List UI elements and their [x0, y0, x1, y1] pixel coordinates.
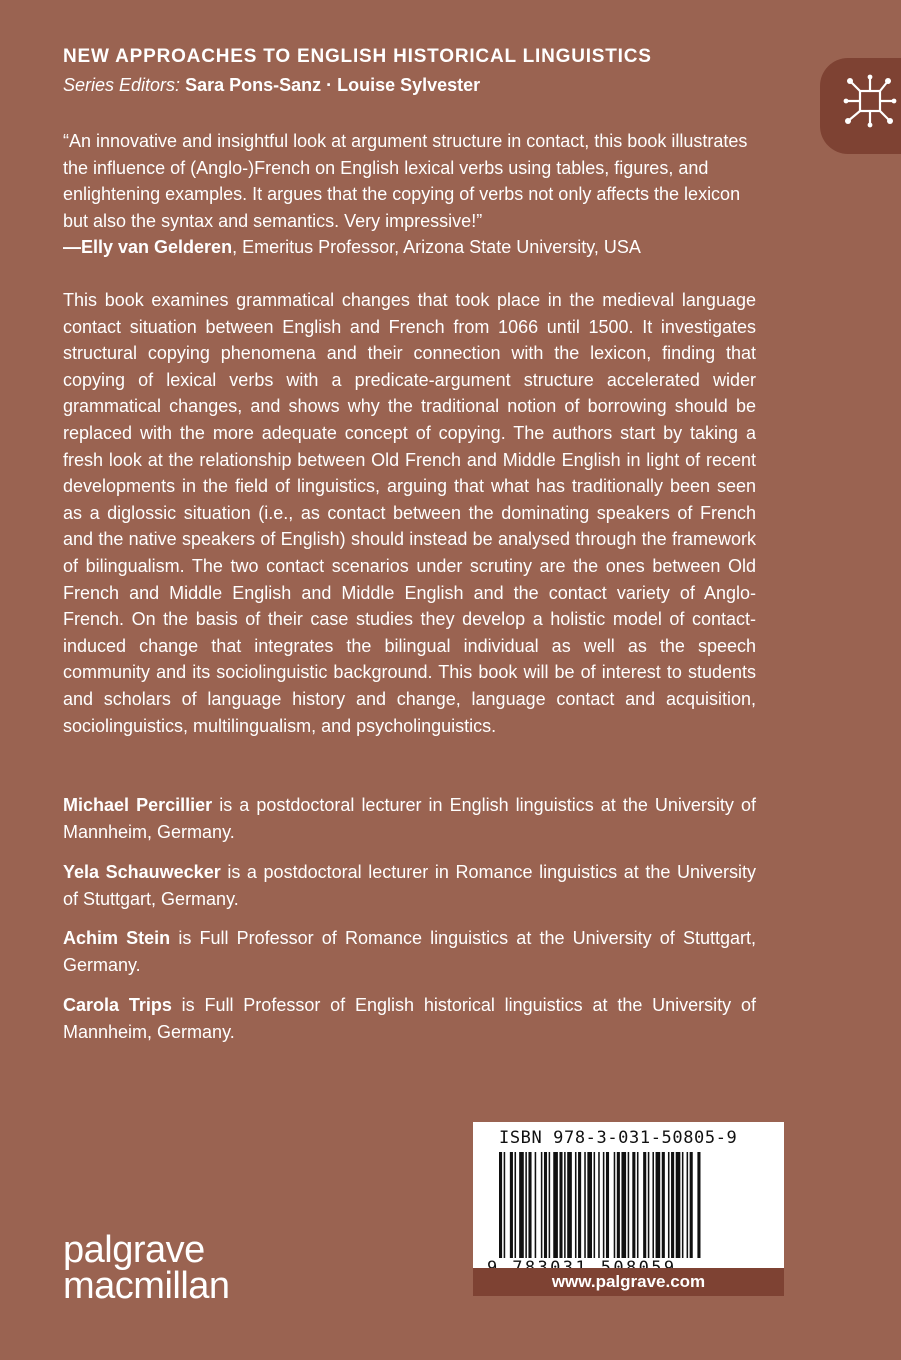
barcode-bar: [528, 1152, 531, 1258]
author-bio: [63, 792, 756, 845]
barcode-bar: [594, 1152, 596, 1258]
barcode-bar: [598, 1152, 600, 1258]
author-name: Yela Schauwecker: [63, 862, 221, 882]
author-bio: [63, 859, 756, 912]
barcode-bar: [504, 1152, 506, 1258]
publisher-logo: [63, 1229, 230, 1307]
publisher-website[interactable]: www.palgrave.com: [473, 1268, 784, 1296]
book-description: This book examines grammatical changes that took place in the medieval language contact situation between English and French from 1066 until 1500. It investigates structural copying phenomena and their connection with the lexicon, finding that copying of lexical verbs with a predicate-argument structure accelerated wider grammatical changes, and shows why the traditional notion of borrowing should be replaced with the more adequate concept of copying. The authors start by taking a fresh look at the relationship between Old French and Middle English in light of recent developments in the field of linguistics, arguing that what has traditionally been seen as a diglossic situation (i.e., as contact between the dominating speakers of French and the native speakers of English) should instead be analysed through the framework of bilingualism. The two contact scenarios under scrutiny are the ones between Old French and Middle English and Middle English and the contact variety of Anglo-French. On the basis of their case studies they develop a holistic model of contact-induced change that integrates the bilingual individual as well as the speech community and its sociolinguistic background. This book will be of interest to students and scholars of language history and change, language contact and acquisition, sociolinguistics, multilingualism, and psycholinguistics.: [63, 290, 756, 736]
palgrave-tab: [820, 58, 901, 154]
network-node-icon: [842, 73, 898, 129]
author-bio-text: is Full Professor of Romance linguistics at the University of Stuttgart, Germany.: [63, 928, 756, 975]
barcode-bar: [648, 1152, 650, 1258]
barcode-bar: [652, 1152, 654, 1258]
quote-attribution-rest: , Emeritus Professor, Arizona State University, USA: [232, 237, 641, 258]
quote-text: “An innovative and insightful look at argument structure in contact, this book illustrates the influence of (Anglo-)French on English lexical verbs using tables, figures, and enlightening examples. It argues that the copying of verbs not only affects the lexicon but also the syntax and semantics. Very impressive!”: [63, 131, 748, 231]
series-editors-label: Series Editors:: [63, 75, 181, 95]
barcode-bar: [575, 1152, 577, 1258]
series-editors: [63, 75, 480, 96]
barcode-bar: [687, 1152, 689, 1258]
barcode-bar: [671, 1152, 674, 1258]
author-name: Achim Stein: [63, 928, 171, 948]
barcode-bar: [525, 1152, 527, 1258]
barcode-bar: [510, 1152, 513, 1258]
barcode-bar: [690, 1152, 693, 1258]
barcode-bar: [632, 1152, 635, 1258]
barcode-bar: [549, 1152, 551, 1258]
series-title: NEW APPROACHES TO ENGLISH HISTORICAL LINGUISTICS: [63, 46, 652, 67]
barcode-bar: [614, 1152, 616, 1258]
barcode-bar: [544, 1152, 547, 1258]
barcode-bar: [603, 1152, 605, 1258]
barcode-bar: [559, 1152, 562, 1258]
barcode-bar: [621, 1152, 626, 1258]
barcode-bar: [578, 1152, 581, 1258]
series-editors-names: Sara Pons-Sanz · Louise Sylvester: [185, 75, 481, 95]
barcode-bars: [499, 1152, 763, 1258]
barcode-bar: [643, 1152, 646, 1258]
barcode-bar: [515, 1152, 517, 1258]
barcode-bar: [541, 1152, 543, 1258]
barcode-bar: [499, 1152, 502, 1258]
barcode-box: [473, 1122, 784, 1296]
barcode-bar: [682, 1152, 684, 1258]
author-bio: [63, 992, 756, 1045]
barcode-bar: [656, 1152, 661, 1258]
barcode-bar: [606, 1152, 609, 1258]
author-bio: [63, 925, 756, 978]
author-bio-text: is a postdoctoral lecturer in English linguistics at the University of Mannheim, Germany.: [63, 795, 756, 842]
barcode-bar: [676, 1152, 681, 1258]
quote-attribution-name: —Elly van Gelderen: [63, 237, 233, 258]
barcode-bar: [668, 1152, 670, 1258]
publisher-logo-line2: macmillan: [63, 1265, 230, 1307]
author-name: Michael Percillier: [63, 795, 213, 815]
barcode-bar: [617, 1152, 620, 1258]
barcode-bar: [553, 1152, 558, 1258]
barcode-bar: [567, 1152, 572, 1258]
barcode-bar: [662, 1152, 665, 1258]
author-name: Carola Trips: [63, 995, 172, 1015]
isbn-label: ISBN 978-3-031-50805-9: [499, 1128, 738, 1148]
barcode-bar: [519, 1152, 524, 1258]
barcode-bar: [637, 1152, 639, 1258]
barcode-bar: [564, 1152, 566, 1258]
barcode-bar: [628, 1152, 630, 1258]
barcode-bar: [535, 1152, 537, 1258]
barcode-bar: [587, 1152, 592, 1258]
barcode-bar: [584, 1152, 586, 1258]
publisher-logo-line1: palgrave: [63, 1229, 205, 1271]
barcode-bar: [697, 1152, 700, 1258]
endorsement-quote: [63, 128, 756, 261]
author-bio-text: is a postdoctoral lecturer in Romance linguistics at the University of Stuttgart, Germany.: [63, 862, 756, 909]
author-bio-text: is Full Professor of English historical linguistics at the University of Mannheim, Germany.: [63, 995, 756, 1042]
